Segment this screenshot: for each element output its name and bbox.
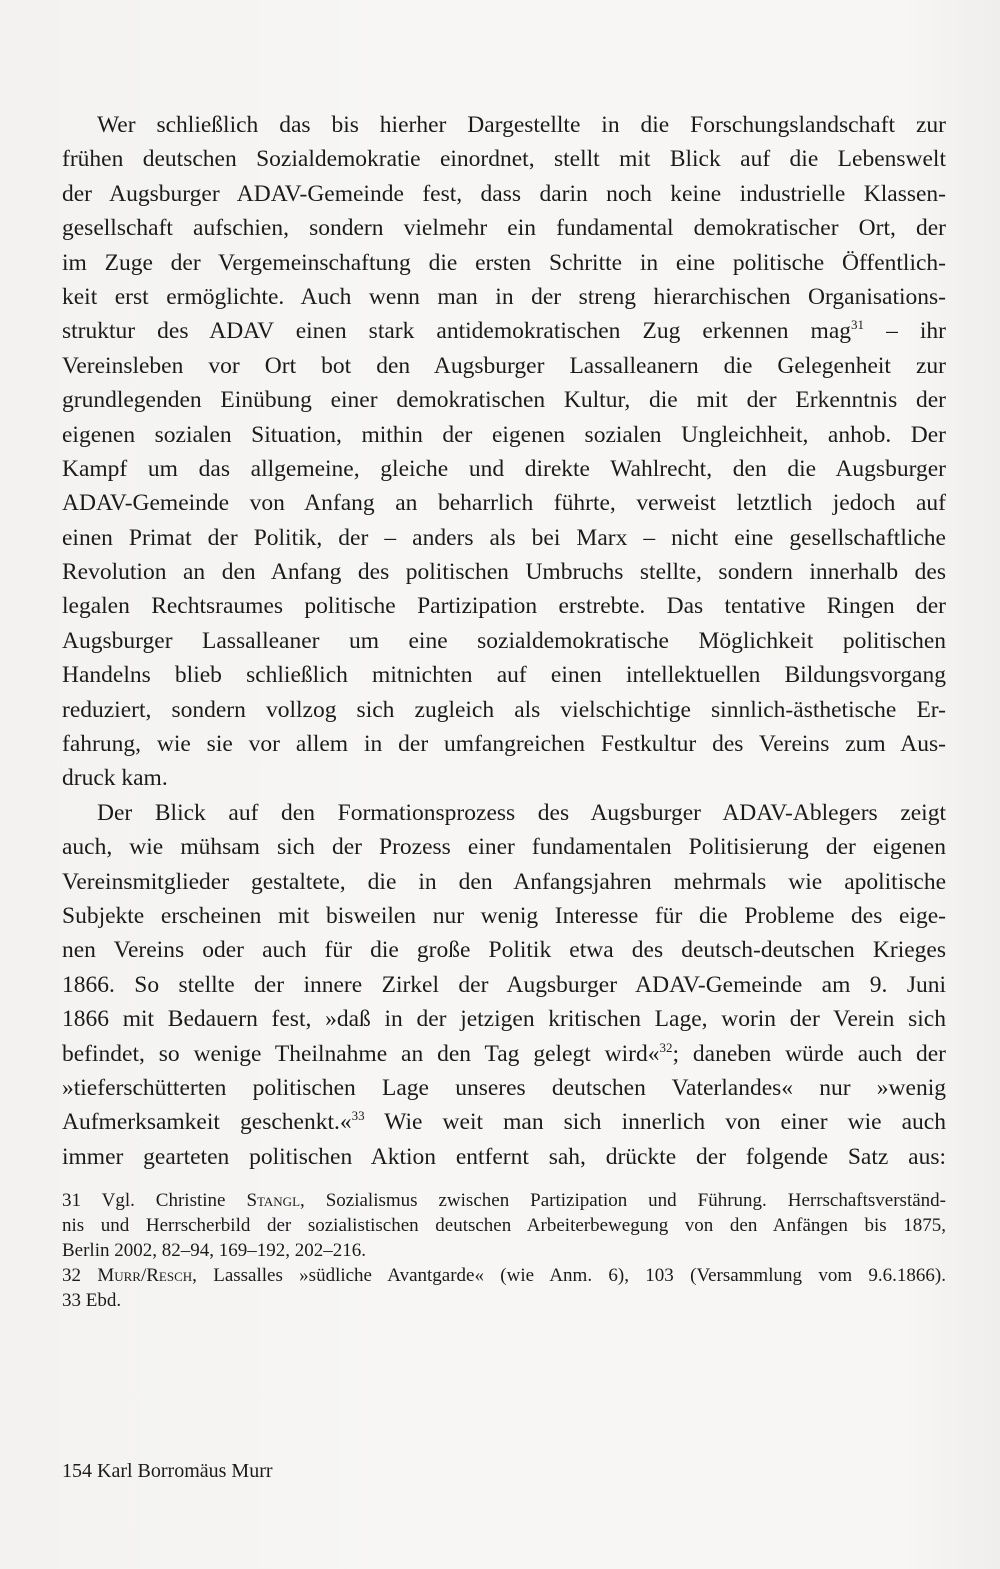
text-line: frühen deutschen Sozialdemokratie einordnet, stellt mit Blick auf die Lebenswelt — [62, 146, 946, 173]
footnote-reference: 33 — [351, 1108, 365, 1124]
footnote-31 — [62, 1188, 946, 1213]
text-line: keit erst ermöglichte. Auch wenn man in der streng hierarchischen Organisations- — [62, 283, 946, 310]
page-footer — [62, 1458, 273, 1484]
footnote-number: 32 — [62, 1265, 81, 1286]
author-name: Murr — [97, 1265, 141, 1286]
text-segment: ; daneben würde auch der — [672, 1040, 946, 1067]
author-name: Stangl — [246, 1190, 301, 1211]
footnote-number: 33 — [62, 1290, 81, 1311]
text-line: Der Blick auf den Formationsprozess des Augsburger ADAV-Ablegers zeigt — [97, 799, 946, 826]
main-text — [62, 108, 946, 1174]
author-name: Resch — [146, 1265, 193, 1286]
footnote-line: Berlin 2002, 82–94, 169–192, 202–216. — [62, 1240, 366, 1261]
text-line: der Augsburger ADAV-Gemeinde fest, dass darin noch keine industrielle Klassen- — [62, 180, 946, 207]
footnote-reference: 32 — [659, 1039, 673, 1055]
page-number: 154 — [62, 1460, 92, 1482]
text-line: »tieferschütterten politischen Lage unseres deutschen Vaterlandes« nur »wenig — [62, 1074, 946, 1101]
text-line: druck kam. — [62, 765, 168, 792]
text-line: gesellschaft aufschien, sondern vielmehr ein fundamental demokratischer Ort, der — [62, 215, 946, 242]
text-segment: Wie weit man sich innerlich von einer wie auch — [364, 1109, 946, 1136]
running-author: Karl Borromäus Murr — [97, 1460, 273, 1482]
text-line: Revolution an den Anfang des politischen Umbruchs stellte, sondern innerhalb des — [62, 559, 946, 586]
text-line — [62, 1037, 946, 1071]
footnote-33 — [62, 1288, 946, 1313]
text-line: 1866 mit Bedauern fest, »daß in der jetzigen kritischen Lage, worin der Verein sich — [62, 1006, 946, 1033]
text-line: nen Vereins oder auch für die große Politik etwa des deutsch-deutschen Krieges — [62, 937, 946, 964]
text-line: Vereinsleben vor Ort bot den Augsburger Lassalleanern die Gelegenheit zur — [62, 352, 946, 379]
text-line: grundlegenden Einübung einer demokratischen Kultur, die mit der Erkenntnis der — [62, 387, 946, 414]
footnote-number: 31 — [62, 1190, 81, 1211]
text-line: Augsburger Lassalleaner um eine sozialdemokratische Möglichkeit politischen — [62, 627, 946, 654]
text-line: auch, wie mühsam sich der Prozess einer fundamentalen Politisierung der eigenen — [62, 834, 946, 861]
footnote-reference: 31 — [851, 317, 865, 333]
text-line: legalen Rechtsraumes politische Partizipation erstrebte. Das tentative Ringen der — [62, 593, 946, 620]
text-line: fahrung, wie sie vor allem in der umfangreichen Festkultur des Vereins zum Aus- — [62, 731, 946, 758]
footnote-text: Vgl. Christine — [101, 1190, 247, 1211]
text-line — [62, 1105, 946, 1139]
footnote-text: , Lassalles »südliche Avantgarde« (wie Anm. 6), 103 (Versammlung vom 9.6.1866). — [192, 1265, 946, 1286]
text-segment: Aufmerksamkeit geschenkt.« — [62, 1109, 352, 1136]
footnote-text: , Sozialismus zwischen Partizipation und Führung. Herrschaftsverständ- — [300, 1190, 946, 1211]
footnote-text: Ebd. — [85, 1290, 122, 1311]
text-line: 1866. So stellte der innere Zirkel der Augsburger ADAV-Gemeinde am 9. Juni — [62, 971, 946, 998]
text-line: einen Primat der Politik, der – anders als bei Marx – nicht eine gesellschaftliche — [62, 524, 946, 551]
text-segment: struktur des ADAV einen stark antidemokratischen Zug erkennen mag — [62, 318, 852, 345]
text-line: reduziert, sondern vollzog sich zugleich als vielschichtige sinnlich-ästhetische Er- — [62, 696, 946, 723]
text-segment: – ihr — [864, 318, 946, 345]
text-line: Kampf um das allgemeine, gleiche und direkte Wahlrecht, den die Augsburger — [62, 455, 946, 482]
footnote-32 — [62, 1263, 946, 1288]
text-line: immer gearteten politischen Aktion entfernt sah, drückte der folgende Satz aus: — [62, 1143, 946, 1170]
text-line: Handelns blieb schließlich mitnichten auf einen intellektuellen Bildungsvorgang — [62, 662, 946, 689]
text-line: eigenen sozialen Situation, mithin der eigenen sozialen Ungleichheit, anhob. Der — [62, 421, 946, 448]
text-line: Wer schließlich das bis hierher Dargestellte in die Forschungslandschaft zur — [97, 112, 946, 138]
footnote-line: nis und Herrscherbild der sozialistischen deutschen Arbeiterbewegung von den Anfängen bis 1875, — [62, 1215, 946, 1236]
text-line: Vereinsmitglieder gestaltete, die in den Anfangsjahren mehrmals wie apolitische — [62, 868, 946, 895]
text-line — [62, 314, 946, 348]
text-segment: befindet, so wenige Theilnahme an den Tag gelegt wird« — [62, 1040, 660, 1067]
author-separator: / — [140, 1265, 147, 1286]
text-line: im Zuge der Vergemeinschaftung die ersten Schritte in eine politische Öffentlich- — [62, 249, 946, 276]
text-line: ADAV-Gemeinde von Anfang an beharrlich führte, verweist letztlich jedoch auf — [62, 490, 946, 517]
footnotes — [62, 1188, 946, 1313]
text-line: Subjekte erscheinen mit bisweilen nur wenig Interesse für die Probleme des eige- — [62, 902, 946, 929]
